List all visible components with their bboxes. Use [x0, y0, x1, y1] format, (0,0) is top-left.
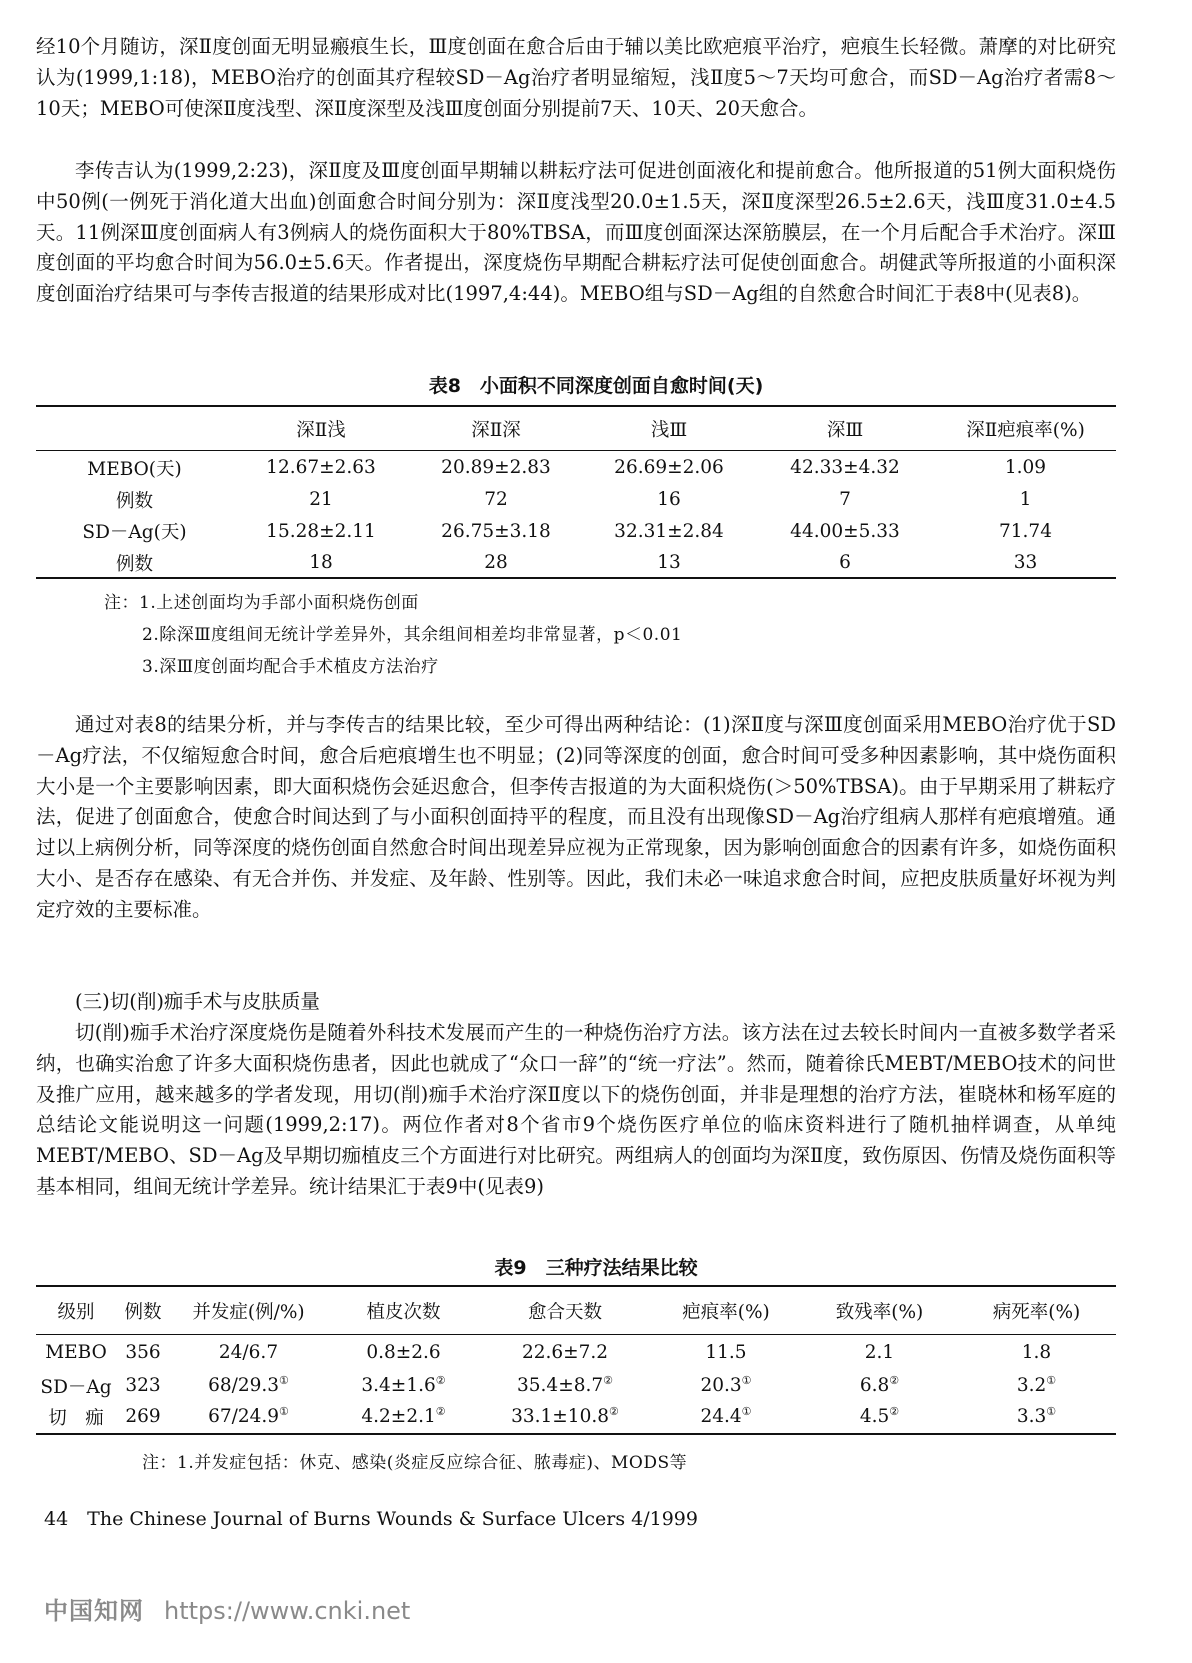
table8-cell	[935, 547, 1116, 578]
table8-cell	[755, 451, 935, 484]
table8-cell-value: 42.33±4.32	[790, 457, 900, 478]
table9-cell-value: 356	[125, 1341, 161, 1363]
table9-cell-value: 24.4	[700, 1406, 742, 1428]
table8-cell-value: SD－Ag(天)	[82, 522, 187, 543]
table9-cell	[480, 1334, 650, 1370]
table9-cell-value: 3.4±1.6	[361, 1375, 436, 1397]
table8-bottom-rule	[36, 577, 1116, 579]
cnki-url: https://www.cnki.net	[164, 1597, 411, 1625]
table9-cell-value: 35.4±8.7	[517, 1375, 604, 1397]
table9-cell-value: 24/6.7	[218, 1341, 279, 1363]
table9-bottom-rule	[36, 1433, 1116, 1435]
table8-cell-value: 33	[1013, 552, 1038, 573]
paragraph-4: 切(削)痂手术治疗深度烧伤是随着外科技术发展而产生的一种烧伤治疗方法。该方法在过去较长时间内一直被多数学者采纳，也确实治愈了许多大面积烧伤患者，因此也就成了“众口一辞”的“统一疗法”。然而，随着徐氏MEBT/MEBO技术的问世及推广应用，越来越多的学者发现，用切(削)痂手术治疗深Ⅱ度以下的烧伤创面，并非是理想的治疗方法，崔晓林和杨军庭的总结论文能说明这一问题(1999,2:17)。两位作者对8个省市9个烧伤医疗单位的临床资料进行了随机抽样调查，从单纯MEBT/MEBO、SD－Ag及早期切痂植皮三个方面进行对比研究。两组病人的创面均为深Ⅱ度，致伤原因、伤情及烧伤面积等基本相同，组间无统计学差异。统计结果汇于表9中(见表9)	[36, 1021, 1116, 1198]
table9-footnote-mark: ①	[1046, 1405, 1057, 1419]
table9-footnote-mark: ②	[603, 1374, 613, 1388]
table9-caption: 表9 三种疗法结果比较	[494, 1257, 698, 1279]
table8-cell	[935, 515, 1116, 547]
table8-header-cell: 深Ⅱ浅	[296, 420, 346, 441]
table8-cell-value: 32.31±2.84	[614, 520, 724, 542]
table9-cell-value: 68/29.3	[208, 1375, 280, 1397]
table8-cell	[755, 515, 935, 547]
table9-cell-value: 1.8	[1021, 1341, 1052, 1363]
table9-cell-value: 11.5	[705, 1341, 747, 1363]
table8-cell-value: 18	[309, 552, 333, 573]
table9-cell-value: 20.3	[700, 1375, 742, 1397]
table9-header-cell: 愈合天数	[527, 1301, 602, 1323]
table8-cell	[755, 484, 935, 515]
table8-cell-value: 15.28±2.11	[266, 520, 376, 542]
table8-cell-value: 13	[657, 552, 681, 573]
table8	[36, 407, 1116, 578]
table9-cell	[802, 1370, 957, 1401]
table9-footnote-mark: ②	[435, 1405, 446, 1419]
paragraph-3: 通过对表8的结果分析，并与李传吉的结果比较，至少可得出两种结论：(1)深Ⅱ度与深Ⅲ度创面采用MEBO治疗优于SD－Ag疗法，不仅缩短愈合时间，愈合后疤痕增生也不明显；(2)同等深度的创面，愈合时间可受多种因素影响，其中烧伤面积大小是一个主要影响因素，即大面积烧伤会延迟愈合，但李传吉报道的为大面积烧伤(＞50%TBSA)。由于早期采用了耕耘疗法，促进了创面愈合，使愈合时间达到了与小面积创面持平的程度，而且没有出现像SD－Ag治疗组病人那样有疤痕增殖。通过以上病例分析，同等深度的烧伤创面自然愈合时间出现差异应视为正常现象，因为影响创面愈合的因素有许多，如烧伤面积大小、是否存在感染、有无合并伤、并发症、及年龄、性别等。因此，我们未必一味追求愈合时间，应把皮肤质量好坏视为判定疗效的主要标准。	[36, 713, 1116, 921]
table9-cell	[36, 1334, 116, 1370]
table8-cell	[583, 515, 755, 547]
table8-header-cell: 深Ⅲ	[826, 420, 864, 441]
table9-cell	[802, 1334, 957, 1370]
table9-cell	[327, 1401, 480, 1432]
table9-header-cell: 植皮次数	[366, 1301, 441, 1323]
table8-header-row	[36, 407, 1116, 451]
table8-cell	[409, 484, 583, 515]
table9-cell-value: 323	[125, 1375, 161, 1396]
table8-cell-value: 6	[839, 552, 851, 573]
table9-cell	[170, 1401, 327, 1432]
table9-header-row	[36, 1287, 1116, 1334]
table9-cell-value: 0.8±2.6	[366, 1341, 441, 1363]
table9-header-cell: 例数	[124, 1301, 162, 1323]
table8-header-cell: 深Ⅱ深	[471, 420, 521, 441]
table9-cell-value: 22.6±7.2	[521, 1341, 609, 1363]
table9-cell	[116, 1370, 170, 1401]
table9-header-cell: 级别	[57, 1301, 95, 1323]
table9-cell-value: 2.1	[864, 1341, 895, 1363]
table9-footnote-mark: ①	[741, 1405, 752, 1419]
section-heading: (三)切(削)痂手术与皮肤质量	[75, 990, 320, 1013]
table9-cell-value: 切 痂	[48, 1407, 104, 1429]
table8-cell-value: 例数	[115, 553, 153, 575]
page-footer: 44 The Chinese Journal of Burns Wounds & Surface Ulcers 4/1999	[44, 1508, 698, 1530]
table9-cell-value: 3.2	[1016, 1375, 1047, 1397]
table9-cell	[170, 1370, 327, 1401]
table8-cell	[935, 451, 1116, 484]
table8-cell	[233, 547, 409, 578]
table9-header-rule	[36, 1334, 1116, 1335]
table8-cell	[409, 547, 583, 578]
table8-cell-value: 1	[1019, 489, 1032, 510]
paragraph-1: 经10个月随访，深Ⅱ度创面无明显瘢痕生长，Ⅲ度创面在愈合后由于辅以美比欧疤痕平治疗，疤痕生长轻微。萧摩的对比研究认为(1999,1:18)，MEBO治疗的创面其疗程较SD－Ag治疗者明显缩短，浅Ⅱ度5～7天均可愈合，而SD－Ag治疗者需8～10天；MEBO可使深Ⅱ度浅型、深Ⅱ度深型及浅Ⅲ度创面分别提前7天、10天、20天愈合。	[36, 35, 1116, 120]
table9-cell	[116, 1401, 170, 1432]
table9-header-cell: 并发症(例/%)	[192, 1301, 305, 1323]
table8-row	[36, 515, 1116, 547]
table8-cell	[583, 547, 755, 578]
table8-cell-value: 7	[839, 489, 851, 510]
table9	[36, 1287, 1116, 1432]
table9-cell	[650, 1334, 802, 1370]
table8-cell-value: 1.09	[1004, 457, 1047, 478]
table8-header-cell: 浅Ⅲ	[650, 420, 688, 441]
table8-header-cell	[36, 407, 233, 451]
table8-note-2: 2.除深Ⅲ度组间无统计学差异外，其余组间相差均非常显著，p＜0.01	[142, 625, 683, 645]
table8-row	[36, 547, 1116, 578]
table9-cell	[957, 1334, 1116, 1370]
table8-cell	[36, 484, 233, 515]
table8-cell-value: 26.75±3.18	[441, 520, 551, 542]
table9-footnote-mark: ②	[889, 1374, 900, 1388]
table9-row	[36, 1334, 1116, 1370]
table8-cell	[409, 451, 583, 484]
table9-cell-value: 4.5	[859, 1406, 890, 1428]
table9-footnote-mark: ②	[889, 1405, 900, 1419]
table8-row	[36, 451, 1116, 484]
table8-header-rule	[36, 450, 1116, 451]
table9-note: 注：1.并发症包括：休克、感染(炎症反应综合征、脓毒症)、MODS等	[142, 1453, 688, 1473]
table9-cell	[116, 1334, 170, 1370]
table9-footnote-mark: ①	[741, 1374, 752, 1388]
table8-note-3: 3.深Ⅲ度创面均配合手术植皮方法治疗	[142, 657, 439, 677]
table8-cell	[755, 547, 935, 578]
table9-footnote-mark: ①	[1046, 1374, 1057, 1388]
table9-footnote-mark: ②	[609, 1405, 619, 1419]
table9-cell-value: 3.3	[1016, 1406, 1047, 1428]
table8-cell	[583, 484, 755, 515]
table8-cell-value: 72	[484, 489, 508, 510]
table9-cell	[480, 1401, 650, 1432]
table9-cell	[802, 1401, 957, 1432]
table8-cell	[233, 515, 409, 547]
table9-cell	[957, 1370, 1116, 1401]
table8-note-1: 注：1.上述创面均为手部小面积烧伤创面	[104, 593, 419, 613]
table9-row	[36, 1401, 1116, 1432]
table8-cell-value: 例数	[115, 490, 153, 512]
table8-header-cell: 深Ⅱ疤痕率(%)	[966, 420, 1085, 441]
table8-cell	[583, 451, 755, 484]
table9-cell	[480, 1370, 650, 1401]
table8-caption: 表8 小面积不同深度创面自愈时间(天)	[428, 375, 764, 397]
table9-cell-value: MEBO	[45, 1341, 107, 1363]
table9-header-cell: 病死率(%)	[992, 1301, 1081, 1323]
table9-cell	[170, 1334, 327, 1370]
table9-header-cell: 致残率(%)	[835, 1301, 924, 1323]
cnki-brand: 中国知网	[44, 1597, 144, 1625]
table9-header-cell: 疤痕率(%)	[682, 1301, 770, 1323]
table9-cell	[650, 1401, 802, 1432]
table8-cell-value: 12.67±2.63	[266, 457, 376, 478]
table9-footnote-mark: ①	[279, 1405, 289, 1419]
table8-cell-value: 16	[657, 489, 681, 510]
table8-cell-value: 44.00±5.33	[790, 520, 900, 542]
table8-cell-value: 21	[309, 489, 333, 510]
table9-cell	[36, 1370, 116, 1401]
table9-footnote-mark: ②	[435, 1374, 446, 1388]
paragraph-2: 李传吉认为(1999,2:23)，深Ⅱ度及Ⅲ度创面早期辅以耕耘疗法可促进创面液化和提前愈合。他所报道的51例大面积烧伤中50例(一例死于消化道大出血)创面愈合时间分别为：深Ⅱ度浅型20.0±1.5天，深Ⅱ度深型26.5±2.6天，浅Ⅲ度31.0±4.5天。11例深Ⅲ度创面病人有3例病人的烧伤面积大于80%TBSA，而Ⅲ度创面深达深筋膜层，在一个月后配合手术治疗。深Ⅲ度创面的平均愈合时间为56.0±5.6天。作者提出，深度烧伤早期配合耕耘疗法可促使创面愈合。胡健武等所报道的小面积深度创面治疗结果可与李传吉报道的结果形成对比(1997,4:44)。MEBO组与SD－Ag组的自然愈合时间汇于表8中(见表8)。	[36, 159, 1116, 306]
table9-cell	[957, 1401, 1116, 1432]
table9-cell-value: 4.2±2.1	[361, 1406, 436, 1428]
table9-row	[36, 1370, 1116, 1401]
table9-cell-value: SD－Ag	[40, 1376, 112, 1398]
table8-cell-value: 71.74	[999, 520, 1052, 542]
table9-cell	[327, 1370, 480, 1401]
table8-cell-value: 26.69±2.06	[614, 457, 724, 478]
table8-cell-value: MEBO(天)	[87, 458, 182, 480]
table9-cell	[650, 1370, 802, 1401]
table8-cell	[409, 515, 583, 547]
table8-cell	[233, 484, 409, 515]
table9-cell	[327, 1334, 480, 1370]
table8-cell-value: 20.89±2.83	[441, 457, 551, 478]
table9-footnote-mark: ①	[279, 1374, 289, 1388]
table9-cell-value: 269	[125, 1406, 161, 1427]
table8-cell	[233, 451, 409, 484]
table9-cell	[36, 1401, 116, 1432]
table9-cell-value: 33.1±10.8	[511, 1406, 609, 1428]
table8-cell	[36, 547, 233, 578]
table8-cell-value: 28	[484, 552, 508, 573]
table9-cell-value: 6.8	[859, 1375, 890, 1397]
table8-cell	[36, 515, 233, 547]
table8-cell	[36, 451, 233, 484]
table8-row	[36, 484, 1116, 515]
table9-cell-value: 67/24.9	[208, 1406, 280, 1428]
table8-cell	[935, 484, 1116, 515]
cnki-watermark	[44, 1591, 410, 1626]
